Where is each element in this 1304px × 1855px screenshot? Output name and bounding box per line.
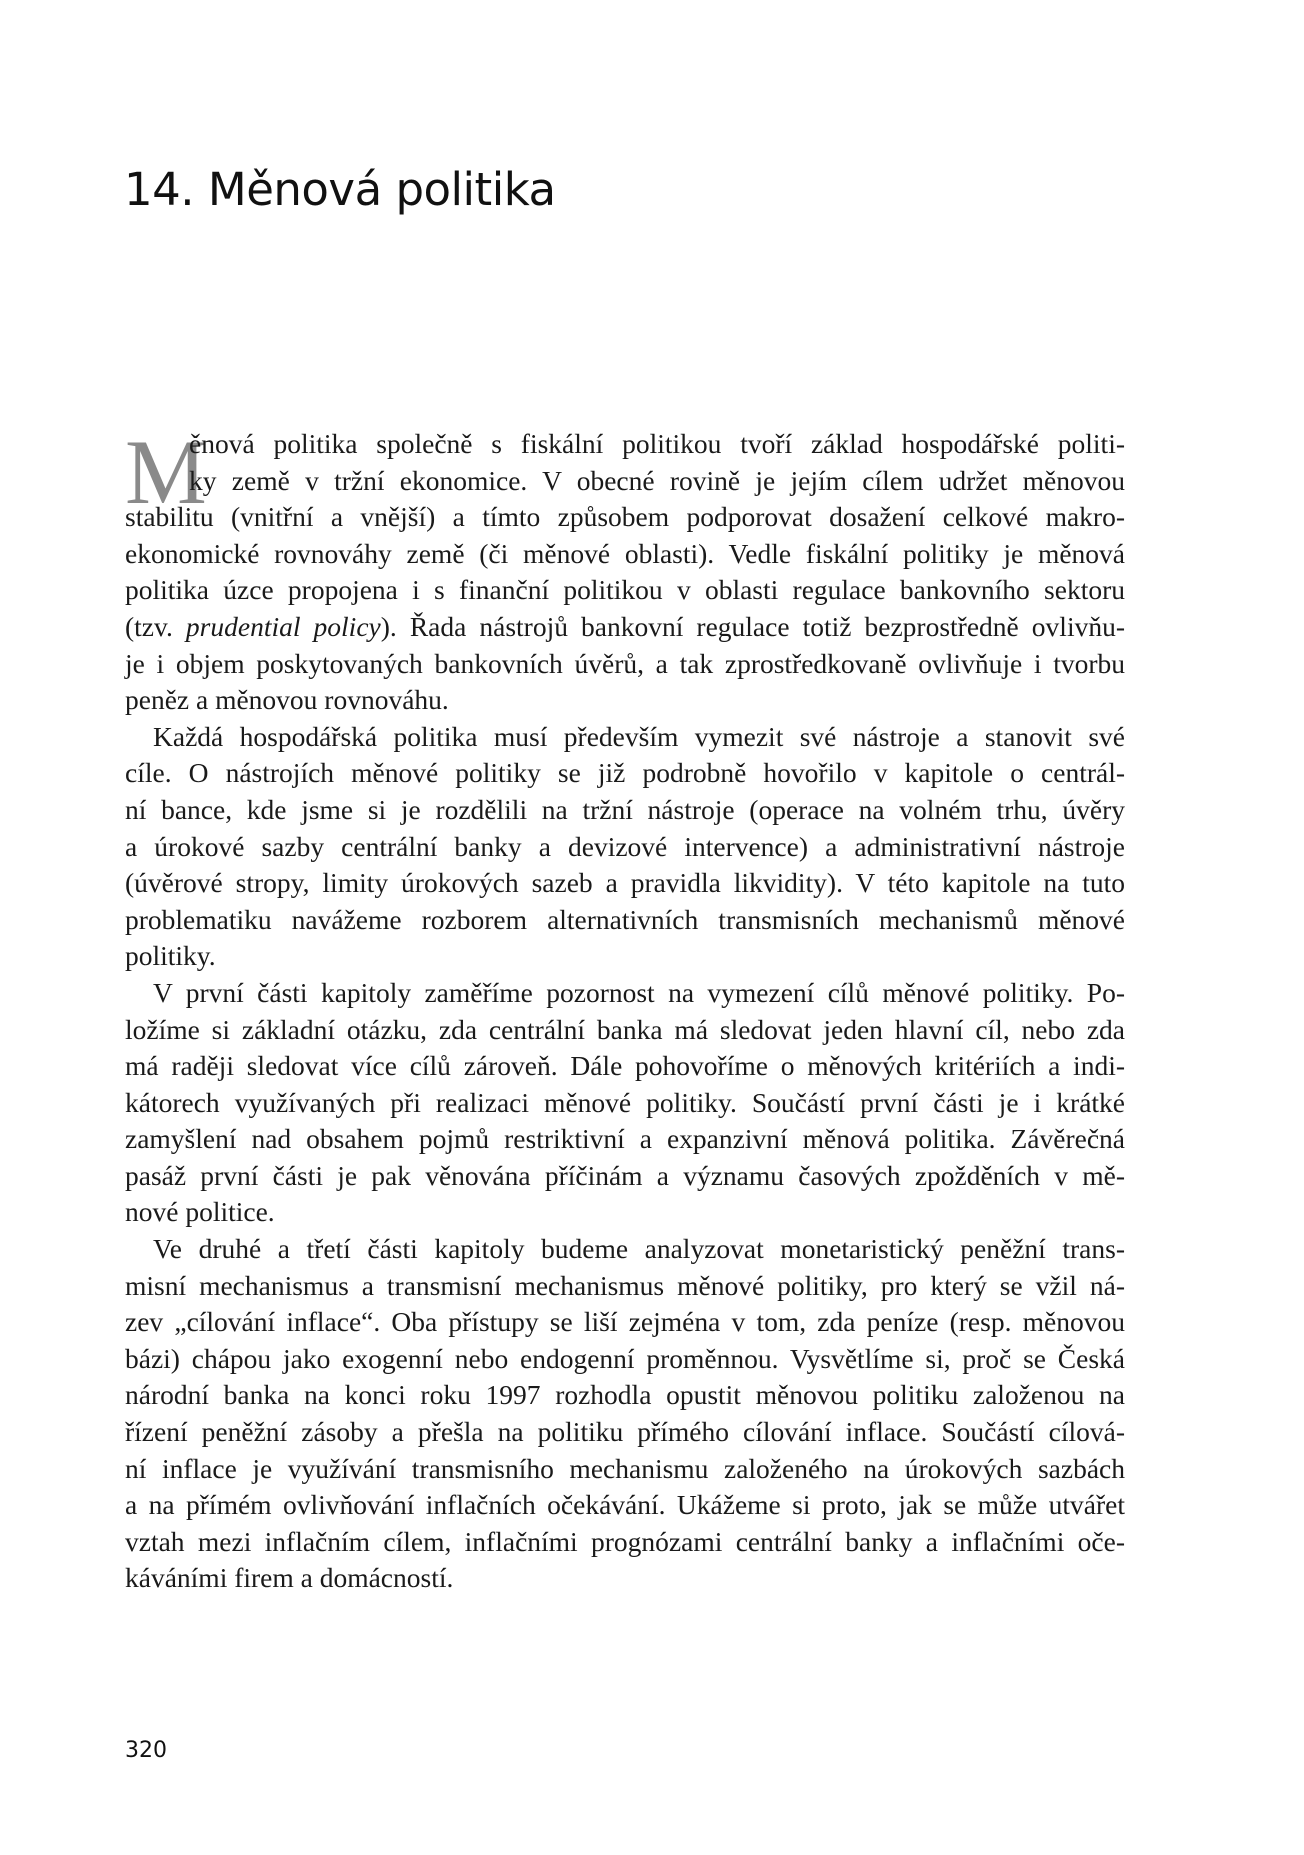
text-line: nové politice. bbox=[125, 1196, 275, 1228]
drop-cap: M bbox=[125, 421, 207, 523]
text-line: (úvěrové stropy, limity úrokových sazeb a pravidla likvidity). V této kapitole na tuto bbox=[125, 867, 1125, 899]
text-line: a úrokové sazby centrální banky a devizové intervence) a administrativní nástroje bbox=[125, 830, 1125, 862]
text-line: ložíme si základní otázku, zda centrální banka má sledovat jeden hlavní cíl, nebo zda bbox=[125, 1013, 1125, 1045]
text-line: misní mechanismus a transmisní mechanismus měnové politiky, pro který se vžil ná- bbox=[125, 1269, 1125, 1301]
text-line: pasáž první části je pak věnována příčinám a významu časových zpožděních v mě- bbox=[125, 1159, 1125, 1191]
text-line: stabilitu (vnitřní a vnější) a tímto způsobem podporovat dosažení celkové makro- bbox=[125, 501, 1125, 533]
text-line: vztah mezi inflačním cílem, inflačními prognózami centrální banky a inflačními oče- bbox=[125, 1525, 1125, 1557]
text-line: kátorech využívaných při realizaci měnové politiky. Součástí první části je i krátké bbox=[125, 1086, 1125, 1118]
paragraph-4 bbox=[125, 1231, 1125, 1597]
body-text bbox=[125, 421, 1125, 1597]
text-line: ekonomické rovnováhy země (či měnové oblasti). Vedle fiskální politiky je měnová bbox=[125, 537, 1125, 569]
text-line: Každá hospodářská politika musí především vymezit své nástroje a stanovit své bbox=[153, 720, 1125, 752]
text-line: peněz a měnovou rovnováhu. bbox=[125, 684, 449, 716]
text-fragment: (tzv. bbox=[125, 610, 186, 642]
text-line: ní inflace je využívání transmisního mechanismu založeného na úrokových sazbách bbox=[125, 1452, 1125, 1484]
text-line: ní bance, kde jsme si je rozdělili na tržní nástroje (operace na volném trhu, úvěry bbox=[125, 793, 1125, 825]
text-line bbox=[125, 609, 1125, 646]
text-line: národní banka na konci roku 1997 rozhodla opustit měnovou politiku založenou na bbox=[125, 1379, 1125, 1411]
paragraph-2 bbox=[125, 719, 1125, 975]
text-line: káváními firem a domácností. bbox=[125, 1562, 454, 1594]
text-line: je i objem poskytovaných bankovních úvěrů, a tak zprostředkovaně ovlivňuje i tvorbu bbox=[125, 647, 1125, 679]
text-line: a na přímém ovlivňování inflačních očekávání. Ukážeme si proto, jak se může utvářet bbox=[125, 1489, 1125, 1521]
text-line: V první části kapitoly zaměříme pozornost na vymezení cílů měnové politiky. Po- bbox=[153, 976, 1125, 1008]
paragraph-1 bbox=[125, 421, 1125, 719]
paragraph-3 bbox=[125, 975, 1125, 1231]
text-fragment: ). Řada nástrojů bankovní regulace totiž bezprostředně ovlivňu- bbox=[380, 610, 1125, 642]
text-line: cíle. O nástrojích měnové politiky se již podrobně hovořilo v kapitole o centrál- bbox=[125, 757, 1125, 789]
chapter-title: 14. Měnová politika bbox=[124, 163, 556, 216]
text-line: zamyšlení nad obsahem pojmů restriktivní a expanzivní měnová politika. Závěrečná bbox=[125, 1123, 1125, 1155]
text-line: ky země v tržní ekonomice. V obecné rovině je jejím cílem udržet měnovou bbox=[189, 464, 1125, 496]
text-line: politika úzce propojena i s finanční politikou v oblasti regulace bankovního sektoru bbox=[125, 574, 1125, 606]
text-line: bázi) chápou jako exogenní nebo endogenní proměnnou. Vysvětlíme si, proč se Česká bbox=[125, 1342, 1125, 1374]
text-line: zev „cílování inflace“. Oba přístupy se liší zejména v tom, zda peníze (resp. měnovou bbox=[125, 1306, 1125, 1338]
text-line: má raději sledovat více cílů zároveň. Dále pohovoříme o měnových kritériích a indi- bbox=[125, 1050, 1125, 1082]
text-line: politiky. bbox=[125, 940, 216, 972]
text-line: Ve druhé a třetí části kapitoly budeme analyzovat monetaristický peněžní trans- bbox=[153, 1233, 1125, 1265]
italic-term: prudential policy bbox=[185, 610, 381, 642]
text-line: problematiku navážeme rozborem alternativních transmisních mechanismů měnové bbox=[125, 903, 1125, 935]
page-number: 320 bbox=[125, 1738, 167, 1763]
text-line: ěnová politika společně s fiskální politikou tvoří základ hospodářské politi- bbox=[189, 428, 1125, 459]
text-line: řízení peněžní zásoby a přešla na politiku přímého cílování inflace. Součástí cílová- bbox=[125, 1416, 1125, 1448]
